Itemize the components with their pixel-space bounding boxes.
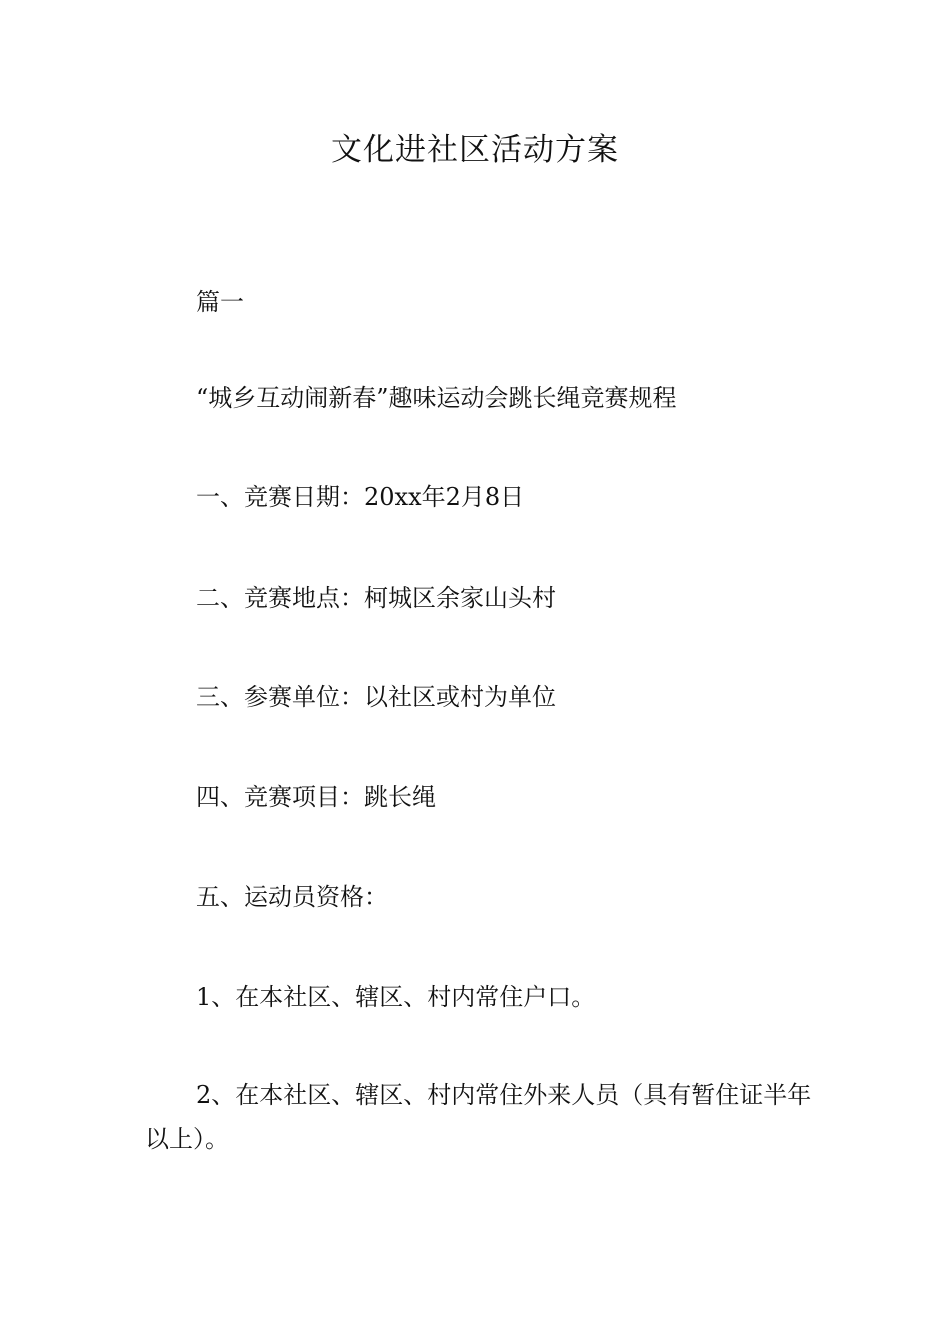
rules-heading: “城乡互动闹新春”趣味运动会跳长绳竞赛规程: [196, 384, 677, 412]
section-label: 篇一: [196, 288, 244, 316]
athlete-eligibility-heading: 五、运动员资格：: [196, 883, 388, 911]
document-title: 文化进社区活动方案: [331, 132, 619, 168]
competition-event: 四、竞赛项目：跳长绳: [196, 783, 436, 811]
competition-location: 二、竞赛地点：柯城区余家山头村: [196, 584, 556, 612]
competition-date: 一、竞赛日期：20xx年2月8日: [196, 483, 525, 511]
participating-units: 三、参赛单位：以社区或村为单位: [196, 683, 556, 711]
eligibility-item-2: 2、在本社区、辖区、村内常住外来人员（具有暂住证半年以上）。: [145, 1081, 812, 1153]
eligibility-item-1: 1、在本社区、辖区、村内常住户口。: [196, 983, 596, 1011]
